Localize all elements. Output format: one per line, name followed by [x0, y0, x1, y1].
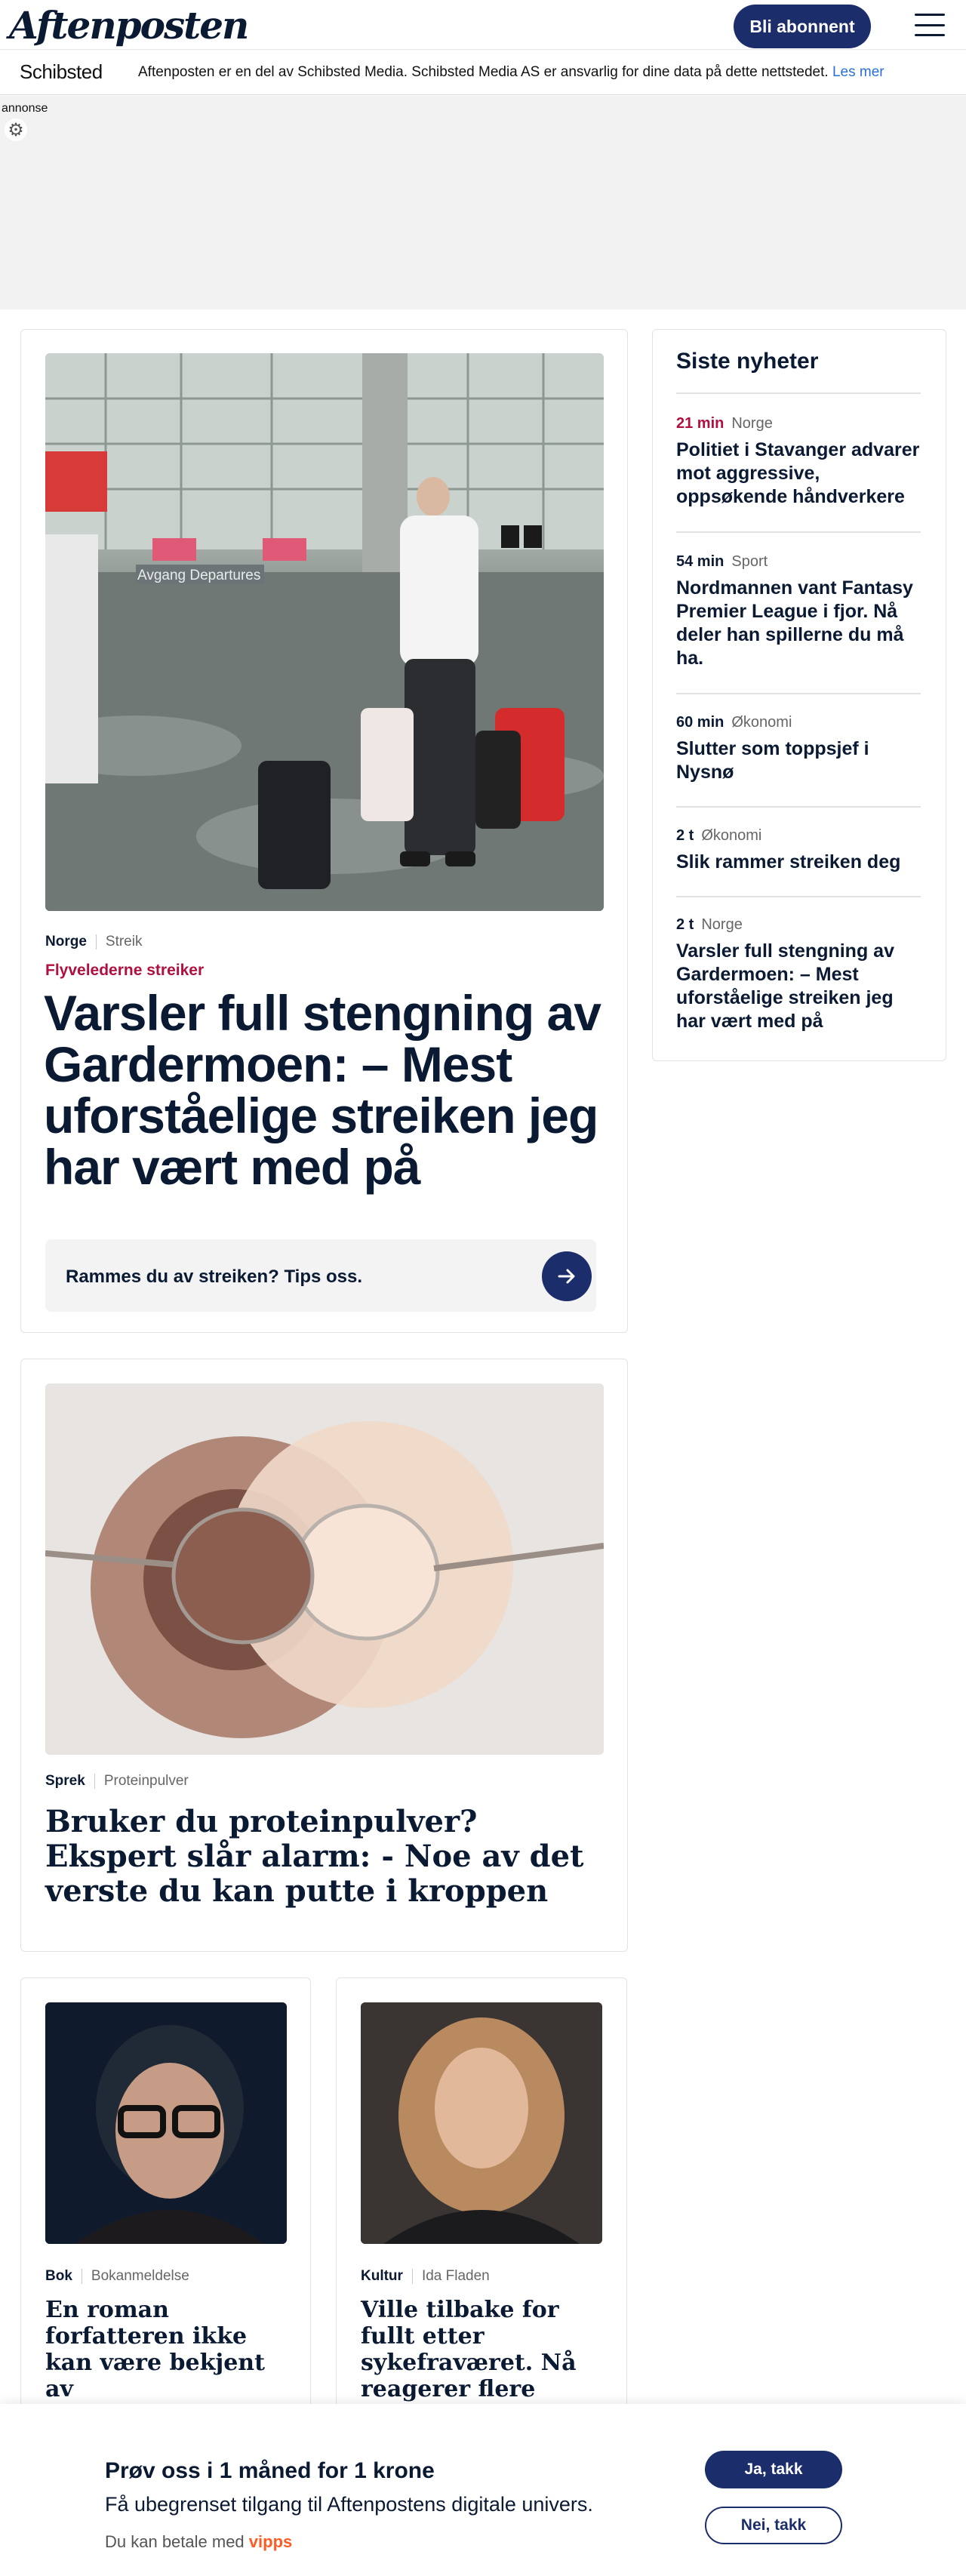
feature-article-card[interactable] — [20, 329, 628, 1333]
decline-offer-button[interactable]: Nei, takk — [705, 2507, 842, 2544]
news-headline[interactable]: Nordmannen vant Fantasy Premier League i fjor. Nå deler han spillerne du må ha. — [676, 577, 913, 669]
schibsted-notice-text: Aftenposten er en del av Schibsted Media. Schibsted Media AS er ansvarlig for dine data på dette nettstedet. — [138, 64, 829, 80]
news-headline[interactable]: Varsler full stengning av Gardermoen: – Mest uforståelige streiken jeg har vært med på — [676, 940, 894, 1032]
departures-sign: Avgang Departures — [137, 568, 261, 583]
story-label: Flyvelederne streiker — [45, 962, 205, 979]
news-headline[interactable]: Politiet i Stavanger advarer mot aggressive, oppsøkende håndverkere — [676, 439, 920, 507]
section-label[interactable]: Sprek — [45, 1773, 85, 1789]
news-time: 60 min — [676, 714, 724, 731]
ad-slot — [0, 96, 966, 309]
divider — [676, 806, 921, 808]
divider — [676, 392, 921, 394]
hamburger-menu-icon[interactable] — [915, 14, 945, 36]
accept-offer-button[interactable]: Ja, takk — [705, 2451, 842, 2488]
article-headline[interactable]: Ville tilbake for fullt etter sykefraværet. Nå reagerer flere — [361, 2297, 577, 2402]
vipps-logo: vipps — [248, 2532, 293, 2551]
tag-label[interactable]: Bokanmeldelse — [91, 2268, 189, 2284]
article-kicker — [45, 2268, 189, 2285]
tag-label[interactable]: Streik — [105, 934, 143, 949]
schibsted-logo: Schibsted — [20, 60, 103, 83]
news-headline[interactable]: Slik rammer streiken deg — [676, 851, 901, 873]
schibsted-notice — [138, 64, 884, 81]
news-headline[interactable]: Slutter som toppsjef i Nysnø — [676, 738, 869, 783]
portrait-photo — [45, 2002, 287, 2244]
divider — [412, 2269, 413, 2284]
offer-subtitle: Få ubegrenset tilgang til Aftenpostens digitale univers. — [105, 2493, 593, 2516]
divider — [676, 693, 921, 694]
protein-powder-photo — [45, 1383, 604, 1755]
payment-note — [105, 2532, 292, 2552]
news-category: Norge — [731, 415, 773, 432]
news-category: Sport — [731, 553, 768, 570]
article-headline[interactable]: Bruker du proteinpulver? Ekspert slår alarm: - Noe av det verste du kan putte i kroppen — [45, 1804, 584, 1909]
arrow-right-icon[interactable] — [542, 1251, 592, 1301]
news-time: 2 t — [676, 916, 694, 933]
tag-label[interactable]: Ida Fladen — [421, 2268, 490, 2284]
tips-text: Rammes du av streiken? Tips oss. — [66, 1266, 363, 1287]
latest-news-item[interactable] — [676, 827, 925, 874]
news-time: 2 t — [676, 827, 694, 844]
divider — [94, 1774, 95, 1789]
article-kicker — [361, 2268, 490, 2285]
schibsted-notice-bar — [0, 50, 966, 95]
payment-note-text: Du kan betale med — [105, 2532, 245, 2551]
article-card[interactable] — [20, 1977, 311, 2415]
latest-news-item[interactable] — [676, 415, 925, 509]
divider — [96, 934, 97, 949]
offer-title: Prøv oss i 1 måned for 1 krone — [105, 2458, 435, 2483]
subscription-offer-banner — [0, 2404, 966, 2576]
divider — [676, 531, 921, 533]
news-time: 54 min — [676, 553, 724, 570]
divider — [676, 896, 921, 897]
latest-news-item[interactable] — [676, 714, 925, 784]
ad-label: annonse — [2, 102, 48, 115]
feature-image[interactable] — [45, 353, 604, 911]
gear-icon[interactable]: ⚙ — [5, 118, 27, 141]
article-image[interactable] — [45, 1383, 604, 1755]
article-kicker — [45, 1773, 189, 1790]
feature-kicker — [45, 934, 142, 950]
news-time: 21 min — [676, 415, 724, 432]
article-image[interactable] — [45, 2002, 287, 2244]
site-header — [0, 0, 966, 50]
article-card[interactable] — [336, 1977, 627, 2415]
article-headline[interactable]: En roman forfatteren ikke kan være bekjent av — [45, 2297, 265, 2402]
tips-box[interactable] — [45, 1239, 596, 1312]
airport-photo — [45, 353, 604, 911]
read-more-link[interactable]: Les mer — [832, 64, 884, 80]
news-category: Økonomi — [701, 827, 762, 844]
article-card[interactable] — [20, 1359, 628, 1952]
section-label[interactable]: Bok — [45, 2268, 72, 2284]
site-logo[interactable]: Aftenposten — [9, 3, 248, 48]
subscribe-button[interactable]: Bli abonnent — [734, 5, 871, 48]
portrait-photo — [361, 2002, 602, 2244]
latest-news-title: Siste nyheter — [676, 349, 819, 374]
feature-headline[interactable]: Varsler full stengning av Gardermoen: – Mest uforståelige streiken jeg har vært med på — [44, 985, 601, 1195]
article-image[interactable] — [361, 2002, 602, 2244]
news-category: Økonomi — [731, 714, 792, 731]
latest-news-item[interactable] — [676, 553, 925, 670]
latest-news-item[interactable] — [676, 916, 925, 1033]
section-label[interactable]: Kultur — [361, 2268, 403, 2284]
news-category: Norge — [701, 916, 743, 933]
section-label[interactable]: Norge — [45, 934, 87, 949]
tag-label[interactable]: Proteinpulver — [103, 1773, 189, 1789]
